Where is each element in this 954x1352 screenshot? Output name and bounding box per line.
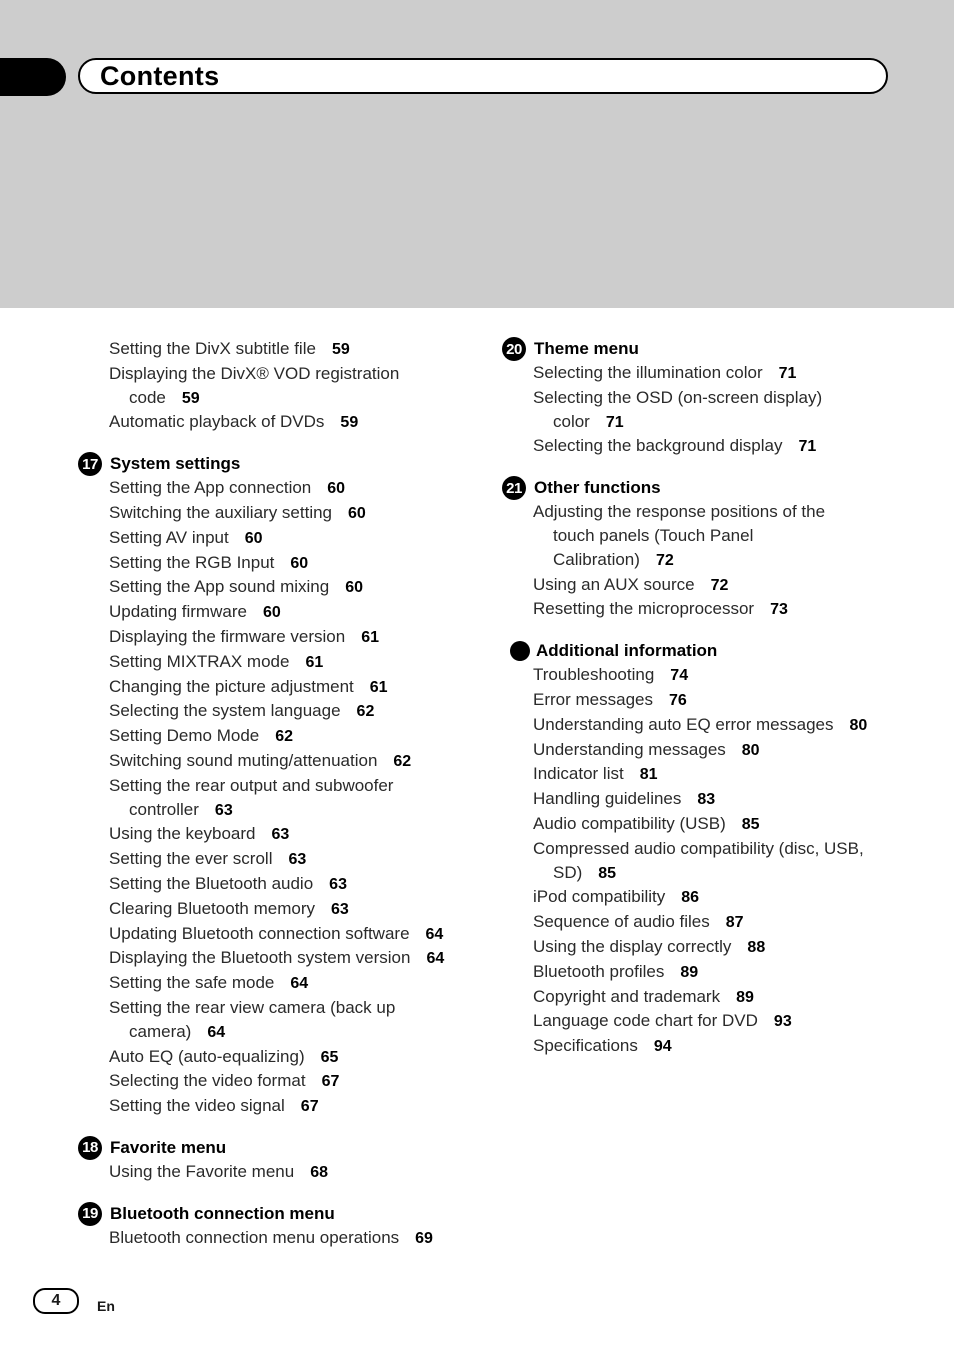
toc-page-number: 93 bbox=[773, 1013, 792, 1031]
footer-page-number: 4 bbox=[33, 1288, 79, 1314]
toc-entry-label: Selecting the illumination color bbox=[533, 363, 763, 382]
toc-entry-label: Displaying the Bluetooth system version bbox=[109, 948, 411, 968]
toc-entry[interactable] bbox=[502, 885, 932, 910]
toc-entry[interactable] bbox=[502, 713, 932, 738]
toc-entry[interactable] bbox=[502, 500, 932, 572]
section-entries bbox=[502, 663, 932, 1059]
footer-language: En bbox=[97, 1298, 115, 1314]
toc-entry-label: Language code chart for DVD bbox=[533, 1011, 758, 1031]
section-heading[interactable] bbox=[78, 452, 478, 476]
toc-section bbox=[502, 639, 932, 1059]
toc-entry-continuation-text: touch panels (Touch Panel bbox=[553, 525, 754, 545]
toc-entry-continuation-text: controller bbox=[129, 799, 199, 819]
toc-entry-label-continued bbox=[533, 524, 932, 548]
toc-page-number: 67 bbox=[321, 1073, 340, 1091]
toc-entry[interactable] bbox=[78, 575, 478, 600]
toc-page-number: 71 bbox=[798, 438, 817, 456]
toc-page-number: 85 bbox=[598, 864, 617, 882]
toc-entry[interactable] bbox=[78, 749, 478, 774]
toc-entry-label: Setting the video signal bbox=[109, 1096, 285, 1116]
toc-entry-label: Displaying the firmware version bbox=[109, 626, 346, 646]
toc-entry[interactable] bbox=[78, 337, 478, 362]
toc-entry-label: Selecting the video format bbox=[109, 1071, 306, 1091]
toc-page-number: 86 bbox=[681, 889, 700, 907]
toc-entry-label: Setting the Bluetooth audio bbox=[109, 873, 314, 893]
toc-page-number: 63 bbox=[329, 875, 347, 893]
toc-page-number: 71 bbox=[605, 413, 624, 431]
toc-entry-label: Setting the safe mode bbox=[109, 973, 275, 993]
toc-entry[interactable] bbox=[78, 501, 478, 526]
toc-entry[interactable] bbox=[78, 476, 478, 501]
toc-entry-label: Copyright and trademark bbox=[533, 986, 721, 1006]
toc-page-number: 81 bbox=[639, 766, 658, 784]
toc-entry-continuation-text: code bbox=[129, 387, 166, 407]
toc-entry[interactable] bbox=[502, 1009, 932, 1034]
toc-page-number: 89 bbox=[680, 963, 699, 981]
toc-entry-label: Switching sound muting/attenuation bbox=[109, 750, 378, 770]
toc-entry[interactable] bbox=[78, 946, 478, 971]
section-title: Bluetooth connection menu bbox=[110, 1203, 335, 1223]
toc-entry[interactable] bbox=[78, 1069, 478, 1094]
toc-entry[interactable] bbox=[502, 434, 932, 459]
toc-entry[interactable] bbox=[502, 985, 932, 1010]
toc-entry[interactable] bbox=[502, 762, 932, 787]
toc-page-number: 68 bbox=[310, 1163, 328, 1181]
toc-entry-label: Updating Bluetooth connection software bbox=[109, 923, 410, 943]
section-title: System settings bbox=[110, 454, 241, 474]
toc-page-number: 61 bbox=[369, 678, 388, 696]
toc-entry-label: Selecting the background display bbox=[533, 436, 783, 456]
section-entries bbox=[78, 337, 478, 435]
toc-entry-label: Audio compatibility (USB) bbox=[533, 813, 726, 833]
toc-page-number: 60 bbox=[348, 504, 366, 522]
section-number-badge: 18 bbox=[78, 1136, 102, 1160]
toc-page-number: 59 bbox=[340, 414, 359, 432]
toc-entry-label: Using an AUX source bbox=[533, 574, 695, 594]
toc-section bbox=[78, 452, 478, 1119]
toc-entry-label: Setting Demo Mode bbox=[109, 726, 260, 746]
section-heading[interactable] bbox=[502, 337, 932, 361]
section-number-badge bbox=[510, 641, 530, 661]
toc-entry[interactable] bbox=[78, 650, 478, 675]
toc-entry-label: Updating firmware bbox=[109, 602, 247, 622]
toc-entry-label: Handling guidelines bbox=[533, 789, 682, 809]
toc-page-number: 64 bbox=[290, 975, 309, 993]
section-title: Other functions bbox=[534, 478, 661, 498]
section-entries bbox=[78, 1160, 478, 1185]
section-heading[interactable] bbox=[78, 1136, 478, 1160]
toc-entry-label: Using the display correctly bbox=[533, 936, 732, 956]
toc-page-number: 87 bbox=[725, 914, 744, 932]
toc-entry[interactable] bbox=[78, 1160, 478, 1185]
toc-entry[interactable] bbox=[78, 1094, 478, 1119]
toc-entry[interactable] bbox=[78, 1226, 478, 1251]
toc-entry-label-continued bbox=[533, 861, 932, 886]
toc-entry[interactable] bbox=[78, 872, 478, 897]
toc-page-number: 74 bbox=[670, 667, 689, 685]
toc-entry-label: Changing the picture adjustment bbox=[109, 676, 354, 696]
page-title: Contents bbox=[100, 61, 220, 91]
toc-continued-entries bbox=[78, 337, 478, 435]
toc-page-number: 63 bbox=[330, 900, 349, 918]
toc-entry-label: Specifications bbox=[533, 1036, 638, 1056]
toc-entry-label: Setting the DivX subtitle file bbox=[109, 339, 316, 358]
toc-page-number: 59 bbox=[331, 341, 350, 358]
toc-page-number: 64 bbox=[207, 1023, 226, 1041]
toc-entry-label: Adjusting the response positions of the bbox=[533, 502, 826, 522]
toc-entry[interactable] bbox=[502, 935, 932, 960]
toc-page-number: 60 bbox=[262, 604, 281, 622]
toc-entry-continuation-text: SD) bbox=[553, 862, 583, 882]
toc-entry[interactable] bbox=[502, 738, 932, 763]
toc-entry-label: Setting MIXTRAX mode bbox=[109, 651, 290, 671]
header-band bbox=[0, 0, 954, 308]
toc-entry-label-continued bbox=[109, 1020, 478, 1045]
toc-entry-label: Setting the ever scroll bbox=[109, 849, 273, 869]
toc-entry[interactable] bbox=[78, 847, 478, 872]
toc-page-number: 94 bbox=[653, 1038, 672, 1056]
toc-page-number: 88 bbox=[747, 938, 766, 956]
toc-entry-label: iPod compatibility bbox=[533, 887, 666, 907]
toc-entry-label-continued bbox=[533, 410, 932, 435]
toc-entry-label: Error messages bbox=[533, 689, 653, 709]
toc-page-number: 63 bbox=[214, 801, 233, 819]
toc-entry[interactable] bbox=[502, 910, 932, 935]
section-entries bbox=[78, 1226, 478, 1251]
toc-page-number: 73 bbox=[770, 601, 788, 619]
toc-entry[interactable] bbox=[78, 551, 478, 576]
toc-entry[interactable] bbox=[78, 362, 478, 411]
section-title: Additional information bbox=[536, 641, 718, 661]
section-title: Favorite menu bbox=[110, 1137, 227, 1157]
toc-entry-label-continued bbox=[109, 386, 478, 411]
toc-entry-label: Understanding auto EQ error messages bbox=[533, 714, 834, 734]
toc-entry-label: Switching the auxiliary setting bbox=[109, 502, 333, 522]
title-box bbox=[78, 58, 888, 94]
toc-page-number: 64 bbox=[426, 950, 445, 968]
section-heading[interactable] bbox=[502, 476, 932, 500]
toc-page-number: 72 bbox=[655, 551, 674, 569]
toc-page-number: 63 bbox=[271, 826, 290, 844]
toc-entry-label: Automatic playback of DVDs bbox=[109, 412, 325, 432]
toc-entry[interactable] bbox=[502, 1034, 932, 1059]
toc-entry-label: Resetting the microprocessor bbox=[533, 599, 755, 619]
toc-entry[interactable] bbox=[78, 971, 478, 996]
toc-entry-continuation-text: camera) bbox=[129, 1021, 192, 1041]
section-number-badge: 21 bbox=[502, 476, 526, 500]
toc-entry-label-continued bbox=[533, 548, 932, 573]
toc-entry-label: Setting the rear output and subwoofer bbox=[109, 775, 394, 795]
toc-page-number: 85 bbox=[741, 815, 760, 833]
toc-page-number: 61 bbox=[361, 628, 379, 646]
section-number-badge: 19 bbox=[78, 1202, 102, 1226]
toc-page-number: 80 bbox=[741, 741, 760, 759]
toc-entry[interactable] bbox=[78, 410, 478, 435]
toc-entry-label: Compressed audio compatibility (disc, USB, bbox=[533, 838, 864, 858]
section-title: Theme menu bbox=[534, 339, 639, 358]
toc-entry-label: Selecting the OSD (on-screen display) bbox=[533, 387, 823, 407]
toc-section bbox=[78, 1136, 478, 1185]
toc-entry-label: Setting the App connection bbox=[109, 478, 312, 498]
toc-entry[interactable] bbox=[502, 787, 932, 812]
toc-section bbox=[502, 337, 932, 459]
toc-entry-label: Setting AV input bbox=[109, 527, 229, 547]
toc-page-number: 80 bbox=[849, 716, 868, 734]
toc-entry-label: Understanding messages bbox=[533, 739, 726, 759]
toc-page-number: 62 bbox=[275, 728, 294, 746]
toc-entry-label: Clearing Bluetooth memory bbox=[109, 898, 315, 918]
toc-page-number: 61 bbox=[305, 653, 324, 671]
toc-entry[interactable] bbox=[78, 625, 478, 650]
toc-entry[interactable] bbox=[78, 600, 478, 625]
toc-entry[interactable] bbox=[502, 812, 932, 837]
toc-entry[interactable] bbox=[502, 597, 932, 622]
toc-entry-label: Indicator list bbox=[533, 764, 624, 784]
toc-page-number: 60 bbox=[244, 529, 263, 547]
toc-entry[interactable] bbox=[502, 361, 932, 386]
toc-entry-label: Auto EQ (auto-equalizing) bbox=[109, 1046, 305, 1066]
toc-page-number: 89 bbox=[736, 988, 754, 1006]
toc-entry[interactable] bbox=[78, 774, 478, 823]
section-entries bbox=[502, 361, 932, 459]
toc-page-number: 64 bbox=[425, 925, 444, 943]
toc-entry-label: Sequence of audio files bbox=[533, 912, 710, 932]
toc-entry-label: Bluetooth profiles bbox=[533, 961, 665, 981]
toc-entry[interactable] bbox=[502, 837, 932, 886]
toc-page-number: 83 bbox=[697, 791, 716, 809]
toc-page-number: 62 bbox=[393, 752, 412, 770]
toc-page-number: 60 bbox=[345, 579, 363, 597]
toc-entry-label: Displaying the DivX® VOD registration bbox=[109, 363, 400, 383]
toc-page-number: 62 bbox=[356, 703, 375, 721]
section-entries bbox=[78, 476, 478, 1119]
toc-entry-label: Troubleshooting bbox=[533, 665, 655, 685]
toc-entry-label: Setting the rear view camera (back up bbox=[109, 997, 396, 1017]
toc-section bbox=[78, 1202, 478, 1251]
toc-page-number: 69 bbox=[415, 1229, 433, 1247]
toc-entry[interactable] bbox=[78, 922, 478, 947]
toc-entry-continuation-text: Calibration) bbox=[553, 549, 640, 569]
toc-entry[interactable] bbox=[78, 675, 478, 700]
toc-entry-label-continued bbox=[109, 798, 478, 823]
toc-page-number: 60 bbox=[290, 554, 309, 572]
toc-page-number: 72 bbox=[710, 576, 729, 594]
section-number-badge: 17 bbox=[78, 452, 102, 476]
toc-entry[interactable] bbox=[78, 1045, 478, 1070]
toc-entry-continuation-text: color bbox=[553, 411, 590, 431]
header-black-tab bbox=[0, 58, 66, 96]
toc-page-number: 63 bbox=[288, 851, 307, 869]
toc-entry-label: Selecting the system language bbox=[109, 701, 341, 721]
toc-entry-label: Using the keyboard bbox=[109, 824, 256, 844]
toc-entry[interactable] bbox=[78, 996, 478, 1045]
toc-entry[interactable] bbox=[78, 897, 478, 922]
toc-entry-label: Setting the App sound mixing bbox=[109, 577, 330, 597]
toc-entry[interactable] bbox=[502, 573, 932, 598]
toc-entry-label: Using the Favorite menu bbox=[109, 1161, 295, 1181]
toc-entry[interactable] bbox=[78, 724, 478, 749]
toc-page-number: 60 bbox=[327, 480, 346, 498]
toc-entry[interactable] bbox=[78, 526, 478, 551]
left-column bbox=[78, 337, 478, 1268]
toc-page-number: 71 bbox=[778, 365, 797, 382]
section-heading[interactable] bbox=[502, 639, 932, 663]
toc-page-number: 65 bbox=[320, 1048, 339, 1066]
toc-entry-label: Bluetooth connection menu operations bbox=[109, 1227, 400, 1247]
toc-section bbox=[502, 476, 932, 622]
right-column bbox=[502, 337, 932, 1076]
toc-entry-label: Setting the RGB Input bbox=[109, 552, 275, 572]
toc-entry[interactable] bbox=[78, 699, 478, 724]
toc-entry[interactable] bbox=[502, 688, 932, 713]
toc-page-number: 76 bbox=[668, 691, 687, 709]
section-heading[interactable] bbox=[78, 1202, 478, 1226]
toc-entry[interactable] bbox=[502, 663, 932, 688]
toc-page-number: 59 bbox=[181, 389, 200, 407]
toc-entry[interactable] bbox=[502, 960, 932, 985]
toc-entry[interactable] bbox=[78, 822, 478, 847]
toc-page-number: 67 bbox=[300, 1098, 319, 1116]
section-entries bbox=[502, 500, 932, 622]
toc-entry[interactable] bbox=[502, 386, 932, 435]
section-number-badge: 20 bbox=[502, 337, 526, 361]
